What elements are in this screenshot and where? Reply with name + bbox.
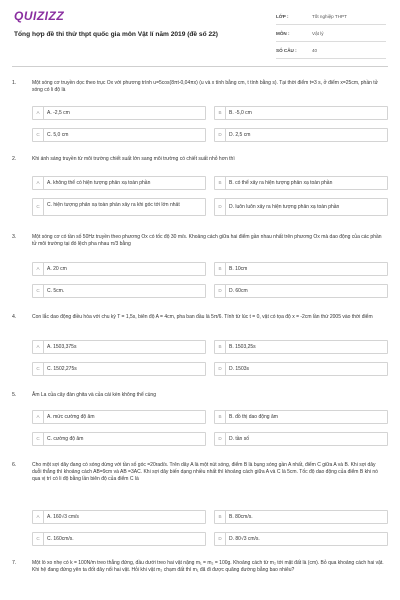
question-3 bbox=[12, 234, 388, 302]
option-text: C. 5,0 cm bbox=[47, 132, 69, 138]
option-text: C. 160cm/s. bbox=[47, 536, 74, 542]
option-text: B. 1503,25s bbox=[229, 344, 256, 350]
option-letter: D bbox=[215, 433, 226, 446]
option-d[interactable] bbox=[214, 362, 388, 376]
option-b[interactable] bbox=[214, 262, 388, 276]
option-letter: A bbox=[33, 177, 44, 190]
question-6 bbox=[12, 462, 388, 546]
option-text: C. 5cm. bbox=[47, 288, 65, 294]
option-text: D. luôn luôn xảy ra hiện tượng phản xạ toàn phần bbox=[229, 204, 340, 210]
option-a[interactable] bbox=[32, 176, 206, 190]
option-text: C. cường độ âm bbox=[47, 436, 84, 442]
option-b[interactable] bbox=[214, 410, 388, 424]
question-number: 7. bbox=[12, 560, 17, 566]
worksheet-meta bbox=[276, 11, 386, 62]
option-c[interactable] bbox=[32, 532, 206, 546]
option-text: D. 1503s bbox=[229, 366, 250, 372]
option-text: A. không thể có hiện tượng phản xạ toàn phần bbox=[47, 180, 151, 186]
meta-value: 40 bbox=[312, 48, 318, 53]
question-number: 6. bbox=[12, 462, 17, 468]
option-text: A. mức cường độ âm bbox=[47, 414, 95, 420]
option-letter: B bbox=[215, 107, 226, 120]
question-4 bbox=[12, 314, 388, 378]
question-1 bbox=[12, 80, 388, 142]
option-text: A. 20 cm bbox=[47, 266, 67, 272]
option-text: C. 1502,275s bbox=[47, 366, 77, 372]
option-c[interactable] bbox=[32, 284, 206, 298]
option-letter: B bbox=[215, 263, 226, 276]
option-text: A. 1503,375s bbox=[47, 344, 77, 350]
option-c[interactable] bbox=[32, 198, 206, 216]
option-text: B. -5,0 cm bbox=[229, 110, 252, 116]
option-a[interactable] bbox=[32, 262, 206, 276]
option-d[interactable] bbox=[214, 284, 388, 298]
option-letter: C bbox=[33, 199, 44, 216]
meta-label: SỐ CÂU : bbox=[276, 48, 297, 53]
meta-value: Vật lý bbox=[312, 31, 324, 36]
option-text: D. 2,5 cm bbox=[229, 132, 251, 138]
option-c[interactable] bbox=[32, 362, 206, 376]
option-b[interactable] bbox=[214, 106, 388, 120]
option-text: B. 80cm/s. bbox=[229, 514, 253, 520]
option-a[interactable] bbox=[32, 410, 206, 424]
question-number: 1. bbox=[12, 80, 17, 86]
question-number: 3. bbox=[12, 234, 17, 240]
option-letter: B bbox=[215, 411, 226, 424]
question-text: Con lắc dao động điều hòa với chu kỳ T = 1,5s, biên độ A = 4cm, pha ban đầu là 5π/6. Tính từ lúc t = 0, vật có tọa độ x = -2cm lần thứ 2005 vào thời điểm bbox=[32, 314, 373, 320]
option-letter: D bbox=[215, 533, 226, 546]
option-a[interactable] bbox=[32, 340, 206, 354]
option-text: C. hiện tượng phản xạ toàn phần xảy ra khi góc tới lớn nhất bbox=[47, 202, 180, 208]
option-letter: C bbox=[33, 533, 44, 546]
meta-label: MÔN : bbox=[276, 31, 290, 36]
option-letter: D bbox=[215, 363, 226, 376]
option-letter: D bbox=[215, 129, 226, 142]
option-letter: A bbox=[33, 411, 44, 424]
option-d[interactable] bbox=[214, 532, 388, 546]
option-b[interactable] bbox=[214, 340, 388, 354]
option-a[interactable] bbox=[32, 510, 206, 524]
option-c[interactable] bbox=[32, 128, 206, 142]
question-7 bbox=[12, 560, 388, 596]
option-letter: D bbox=[215, 199, 226, 216]
worksheet-title: Tổng hợp đề thi thử thpt quốc gia môn Vật lí năm 2019 (đề số 22) bbox=[14, 31, 218, 38]
option-text: D. tần số bbox=[229, 436, 250, 442]
meta-row-count bbox=[276, 45, 386, 59]
option-letter: A bbox=[33, 107, 44, 120]
option-letter: C bbox=[33, 129, 44, 142]
option-d[interactable] bbox=[214, 128, 388, 142]
option-text: A. -2,5 cm bbox=[47, 110, 70, 116]
option-text: B. có thể xảy ra hiện tượng phản xạ toàn phần bbox=[229, 180, 333, 186]
question-text: Một lò xo nhẹ có k = 100N/m treo thẳng đứng, đầu dưới treo hai vật nặng m₁ = m₂ = 100g. Khoảng cách từ m₂ tới mặt đất là (cm). Bỏ qua khoảng cách hai vật. Khi hệ đang đứng yên ta đốt dây nối hai vật. Hỏi khi vật m₂ chạm đất thì m₁ đã đi được quãng đường bằng bao nhiêu? bbox=[32, 560, 384, 573]
option-text: B. đồ thị dao động âm bbox=[229, 414, 278, 420]
question-text: Một sóng cơ truyền dọc theo trục Ox với phương trình u=5cos(8πt-0,04πx) (u và x tính bằng cm, t tính bằng s). Tại thời điểm t=3 s, ở điểm x=25cm, phần tử sóng có li độ là bbox=[32, 80, 379, 93]
option-d[interactable] bbox=[214, 198, 388, 216]
option-b[interactable] bbox=[214, 176, 388, 190]
option-letter: A bbox=[33, 341, 44, 354]
option-text: D. 80√3 cm/s. bbox=[229, 536, 260, 542]
option-letter: A bbox=[33, 263, 44, 276]
meta-value: Tốt nghiệp THPT bbox=[312, 14, 347, 19]
question-number: 2. bbox=[12, 156, 17, 162]
meta-row-class bbox=[276, 11, 386, 25]
quizizz-logo: QUIZIZZ bbox=[14, 9, 65, 23]
question-number: 5. bbox=[12, 392, 17, 398]
option-text: B. 10cm bbox=[229, 266, 248, 272]
header-divider bbox=[12, 66, 388, 67]
question-5 bbox=[12, 392, 388, 448]
option-letter: C bbox=[33, 433, 44, 446]
option-b[interactable] bbox=[214, 510, 388, 524]
meta-row-subject bbox=[276, 28, 386, 42]
option-c[interactable] bbox=[32, 432, 206, 446]
question-text: Một sóng cơ có tần số 50Hz truyền theo phương Ox có tốc độ 30 m/s. Khoảng cách giữa hai điểm gần nhau nhất trên phương Ox mà dao động của các phần tử môi trường tại đó lệch pha nhau π/3 bằng bbox=[32, 234, 382, 247]
option-letter: A bbox=[33, 511, 44, 524]
question-text: Khi ánh sáng truyền từ môi trường chiết suất lớn sang môi trường có chiết suất nhỏ hơn thì bbox=[32, 156, 235, 162]
question-text: Âm La của cây đàn ghita và của cái kèn không thể cùng bbox=[32, 392, 156, 398]
option-letter: B bbox=[215, 341, 226, 354]
question-text: Cho một sợi dây đang có sóng dừng với tần số góc =20rad/s. Trên dây A là một nút sóng, điểm B là bụng sóng gần A nhất, điểm C giữa A và B. Khi sợi dây duỗi thẳng thì khoảng cách AB=9cm và AB =3AC. Khi sợi dây biến dạng nhiều nhất thì khoảng cách giữa A và C là 5cm. Tốc độ dao động của điểm B khi nó qua vị trí có li độ bằng lần biên độ của điểm C là bbox=[32, 462, 378, 482]
option-letter: B bbox=[215, 511, 226, 524]
option-letter: C bbox=[33, 363, 44, 376]
option-d[interactable] bbox=[214, 432, 388, 446]
meta-label: LỚP : bbox=[276, 14, 289, 19]
question-number: 4. bbox=[12, 314, 17, 320]
option-letter: D bbox=[215, 285, 226, 298]
option-a[interactable] bbox=[32, 106, 206, 120]
option-letter: C bbox=[33, 285, 44, 298]
option-letter: B bbox=[215, 177, 226, 190]
question-2 bbox=[12, 156, 388, 222]
option-text: A. 160√3 cm/s bbox=[47, 514, 79, 520]
worksheet-header bbox=[0, 0, 400, 62]
option-text: D. 60cm bbox=[229, 288, 248, 294]
